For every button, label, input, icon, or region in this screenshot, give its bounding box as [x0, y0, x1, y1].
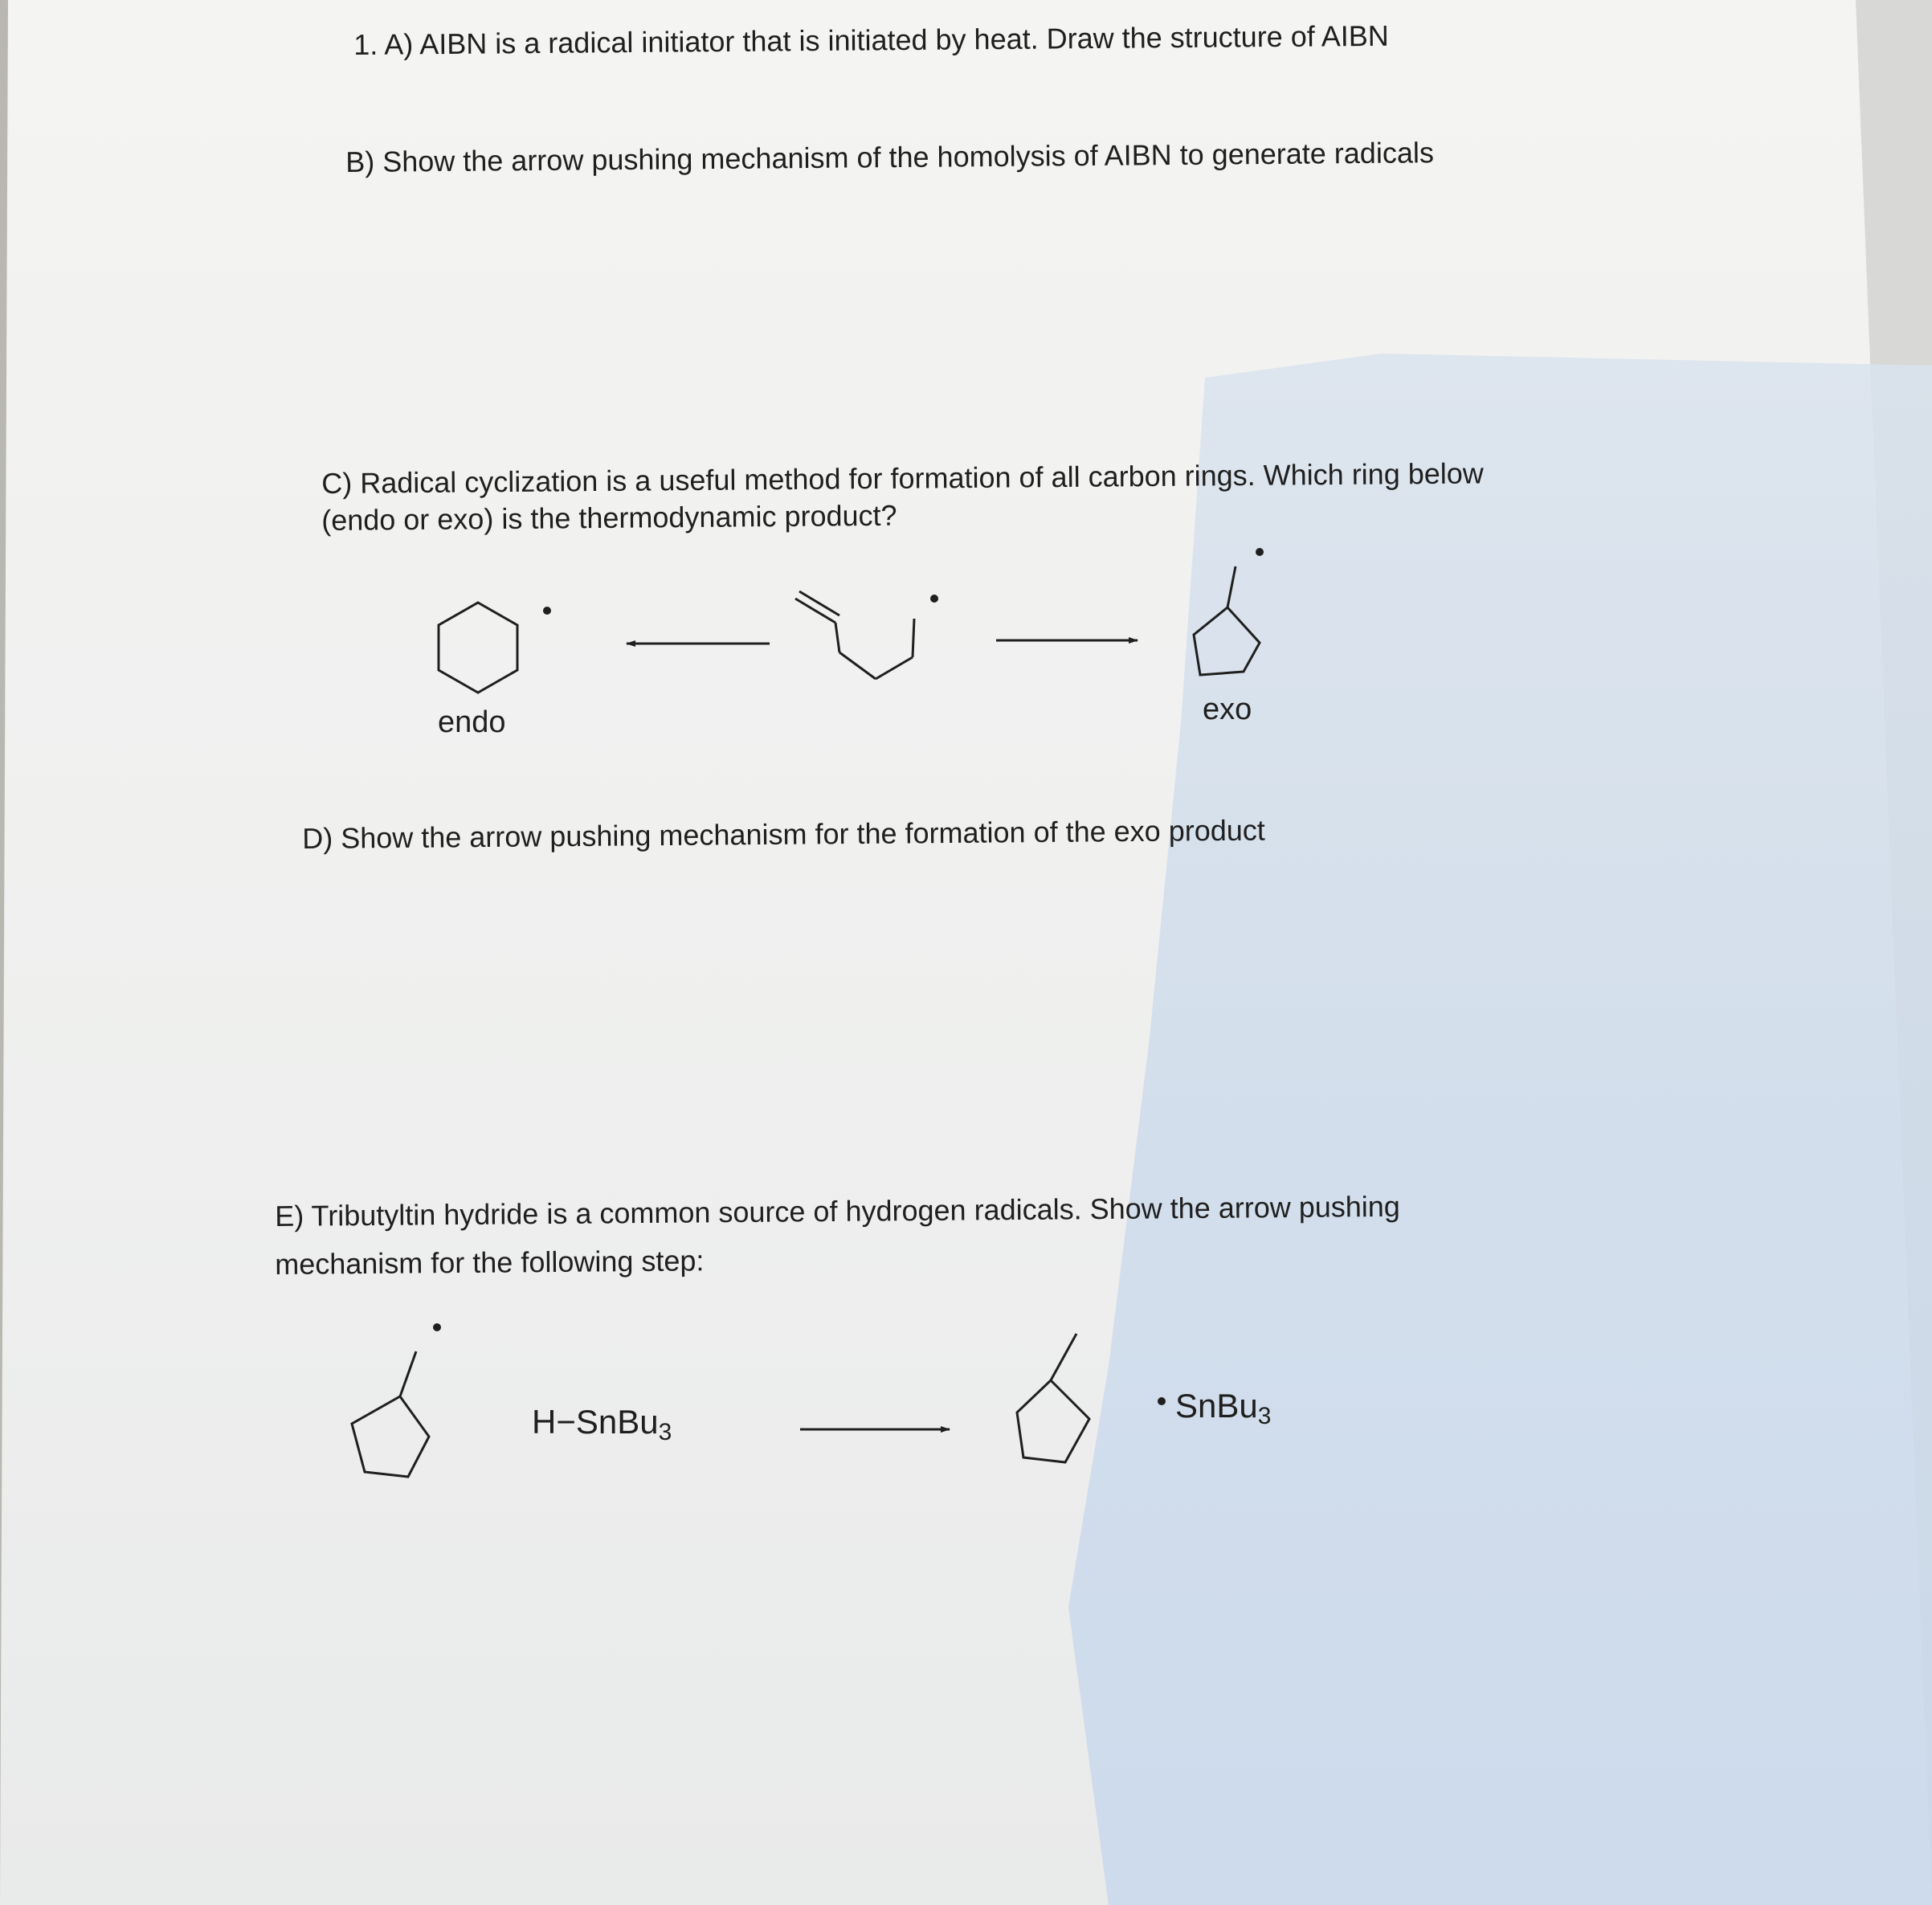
- reactant-radical-dot: [433, 1323, 441, 1331]
- methyl-bond-reactant: [400, 1351, 416, 1396]
- cyclohexane-ring: [439, 603, 517, 693]
- endo-label: endo: [438, 705, 506, 739]
- question-1b: B) Show the arrow pushing mechanism of the homolysis of AIBN to generate radicals: [345, 136, 1435, 178]
- reagent-formula: H−SnBu: [532, 1403, 659, 1441]
- methyl-bond: [1227, 566, 1236, 607]
- tin-radical-dot: [1158, 1397, 1166, 1405]
- exo-radical-dot: [1256, 548, 1264, 556]
- methyl-bond-product: [1051, 1334, 1076, 1380]
- hexenyl-radical-dot: [930, 595, 938, 603]
- cyclopentane-ring: [1194, 607, 1260, 675]
- question-1c-line2: (endo or exo) is the thermodynamic product?: [321, 498, 897, 537]
- reagent-subscript: 3: [658, 1419, 672, 1445]
- question-1e-line2: mechanism for the following step:: [275, 1244, 705, 1281]
- cyclopentane-ring-reactant: [352, 1396, 429, 1477]
- question-1d: D) Show the arrow pushing mechanism for the formation of the exo product: [302, 813, 1265, 855]
- reagent-label: [532, 1403, 672, 1446]
- hexenyl-radical: [795, 591, 914, 679]
- byproduct-formula: SnBu: [1175, 1387, 1258, 1425]
- cyclopentane-ring-product: [1017, 1380, 1089, 1462]
- byproduct-subscript: 3: [1257, 1403, 1272, 1429]
- question-1c-line1: C) Radical cyclization is a useful method for formation of all carbon rings. Which ring below: [321, 456, 1484, 500]
- question-1e-line1: E) Tributyltin hydride is a common source of hydrogen radicals. Show the arrow pushing: [275, 1189, 1401, 1233]
- exo-label: exo: [1203, 693, 1252, 726]
- question-1a: 1. A) AIBN is a radical initiator that is initiated by heat. Draw the structure of AIBN: [353, 18, 1389, 61]
- byproduct-label: [1175, 1387, 1271, 1430]
- endo-radical-dot: [543, 607, 551, 615]
